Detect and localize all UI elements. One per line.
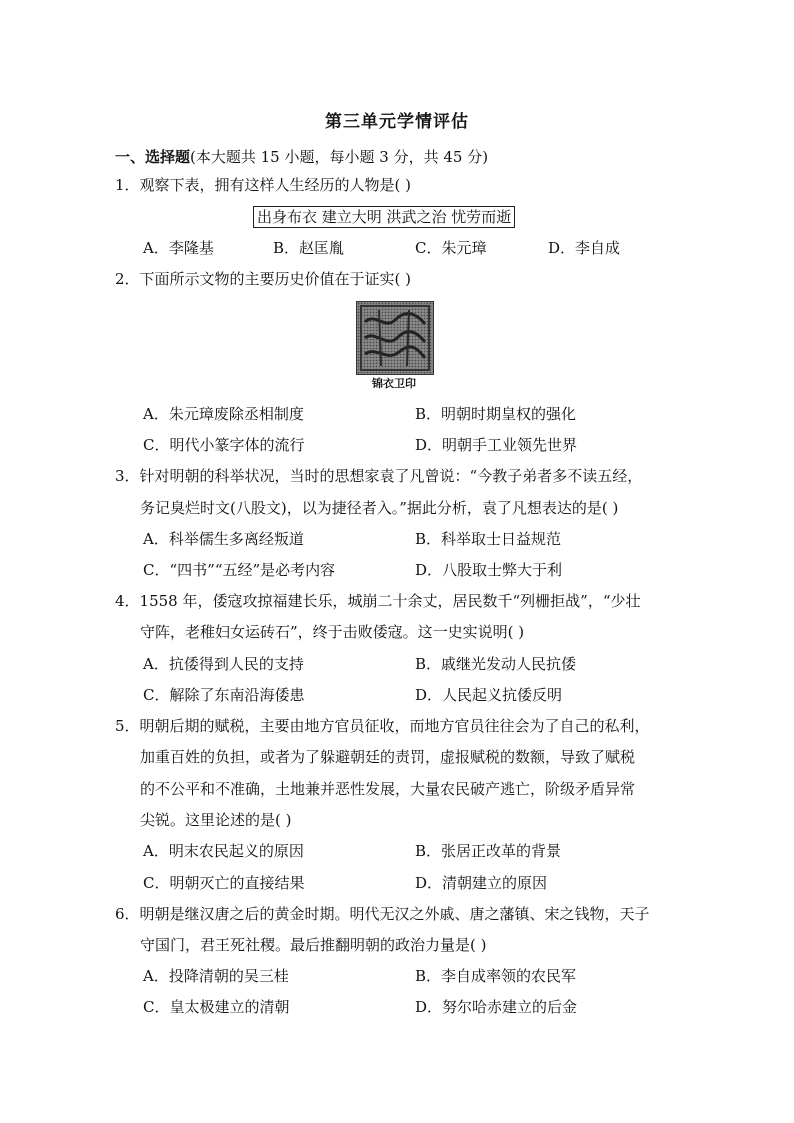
question-2-option-c: C．明代小篆字体的流行 bbox=[143, 436, 305, 454]
question-4-line-1: 4．1558 年，倭寇攻掠福建长乐，城崩二十余丈，居民数千“列栅拒战”，“少壮 bbox=[115, 592, 641, 610]
question-5-line-2: 加重百姓的负担，或者为了躲避朝廷的责罚，虚报赋税的数额，导致了赋税 bbox=[140, 748, 636, 766]
question-2-option-d: D．明朝手工业领先世界 bbox=[415, 436, 578, 454]
question-4-option-d: D．人民起义抗倭反明 bbox=[415, 686, 563, 704]
question-6-option-b: B．李自成率领的农民军 bbox=[415, 967, 577, 985]
question-3-option-d: D．八股取士弊大于利 bbox=[415, 561, 563, 579]
question-6-option-c: C．皇太极建立的清朝 bbox=[143, 998, 290, 1016]
question-4-option-a: A．抗倭得到人民的支持 bbox=[143, 655, 304, 673]
question-5-line-4: 尖锐。这里论述的是( ) bbox=[140, 811, 292, 829]
page-title: 第三单元学情评估 bbox=[325, 112, 469, 132]
question-6-line-2: 守国门，君王死社稷。最后推翻明朝的政治力量是( ) bbox=[140, 936, 487, 954]
seal-stamp-picture bbox=[357, 302, 433, 374]
question-5-option-a: A．明末农民起义的原因 bbox=[143, 842, 304, 860]
question-2-stem: 2．下面所示文物的主要历史价值在于证实( ) bbox=[115, 270, 412, 288]
question-4-option-c: C．解除了东南沿海倭患 bbox=[143, 686, 305, 704]
question-3-option-a: A．科举儒生多离经叛道 bbox=[143, 530, 304, 548]
question-1-option-a: A．李隆基 bbox=[143, 239, 214, 257]
question-4-line-2: 守阵，老稚妇女运砖石”，终于击败倭寇。这一史实说明( ) bbox=[140, 623, 525, 641]
question-2-option-b: B．明朝时期皇权的强化 bbox=[415, 405, 577, 423]
section-heading bbox=[115, 146, 488, 167]
question-3-line-1: 3．针对明朝的科举状况，当时的思想家袁了凡曾说：“今教子弟者多不读五经， bbox=[115, 467, 643, 485]
question-4-option-b: B．戚继光发动人民抗倭 bbox=[415, 655, 577, 673]
seal-image bbox=[356, 301, 434, 375]
question-5-line-3: 的不公平和不准确，土地兼并恶性发展，大量农民破产逃亡，阶级矛盾异常 bbox=[140, 780, 636, 798]
question-5-option-d: D．清朝建立的原因 bbox=[415, 874, 548, 892]
question-5-option-b: B．张居正改革的背景 bbox=[415, 842, 562, 860]
question-5-line-1: 5．明朝后期的赋税，主要由地方官员征收，而地方官员往往会为了自己的私利， bbox=[115, 717, 650, 735]
question-2-option-a: A．朱元璋废除丞相制度 bbox=[143, 405, 304, 423]
question-1-option-d: D．李自成 bbox=[548, 239, 621, 257]
question-1-option-c: C．朱元璋 bbox=[415, 239, 487, 257]
question-6-line-1: 6．明朝是继汉唐之后的黄金时期。明代无汉之外戚、唐之藩镇、宋之钱物，天子 bbox=[115, 905, 650, 923]
question-3-option-c: C．“四书”“五经”是必考内容 bbox=[143, 561, 336, 579]
question-3-line-2: 务记臭烂时文(八股文)，以为捷径者入。”据此分析，袁了凡想表达的是( ) bbox=[140, 499, 619, 517]
question-5-option-c: C．明朝灭亡的直接结果 bbox=[143, 874, 305, 892]
question-1-option-b: B．赵匡胤 bbox=[273, 239, 345, 257]
question-6-option-a: A．投降清朝的吴三桂 bbox=[143, 967, 289, 985]
question-6-option-d: D．努尔哈赤建立的后金 bbox=[415, 998, 578, 1016]
question-1-stem: 1．观察下表，拥有这样人生经历的人物是( ) bbox=[115, 176, 412, 194]
section-note: (本大题共 15 小题，每小题 3 分，共 45 分) bbox=[190, 148, 489, 166]
question-3-option-b: B．科举取士日益规范 bbox=[415, 530, 562, 548]
question-1-boxed-text: 出身布衣 建立大明 洪武之治 忧劳而逝 bbox=[253, 206, 515, 228]
section-heading-label: 一、选择题 bbox=[115, 148, 191, 166]
seal-caption: 锦衣卫印 bbox=[372, 377, 416, 390]
